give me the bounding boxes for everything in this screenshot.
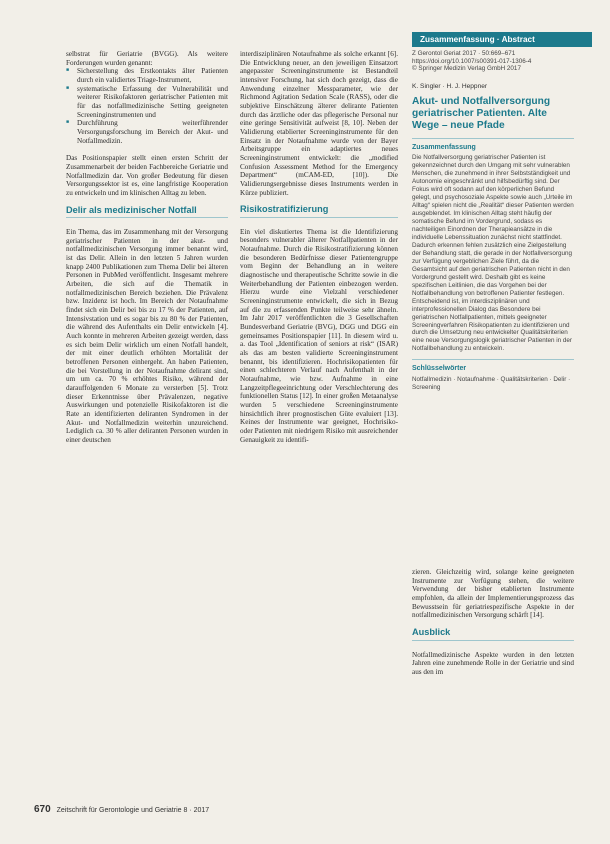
col4-paragraph-2: Notfallmedizinische Aspekte wurden in den letzten Jahren eine zunehmende Rolle in der Geriatrie und sind aus den im bbox=[412, 650, 574, 676]
list-item: ■ systematische Erfassung der Vulnerabilität und weiterer Risikofaktoren geriatrischer Patienten mit für das notfallmedizinische Setting geeigneten Screeninginstrumenten und bbox=[66, 85, 228, 120]
col2-paragraph-1: interdisziplinären Notaufnahme als solche erkannt [6]. Die Entwicklung neuer, an den jeweiligen Einsatzort angepasster Screeninginstrumente ist Bestandteil intensiver Forschung, hat sich doch gezeigt, dass die Anwendung einzelner Messparameter, wie der Richmond Agitation Sedation Scale (RASS), oder die subjektive Einschätzung älterer delirante Patienten durch das ärztliche oder das pflegerische Personal nur eine geringe Sensitivität aufweist [8, 10]. Neben der Validierung etablierter Screeninginstrumente für den Einsatz in der Notaufnahme wurde von der Bayer Arbeitsgruppe ein adaptiertes neues Screeninginstrument entwickelt: die „modified Confusion Assessment Method for the Emergency Department“ (mCAM-ED, [10]). Die Validierungsergebnisse dieses Instruments werden in Kürze publiziert. bbox=[240, 50, 398, 197]
divider bbox=[412, 138, 574, 139]
column-3-lower bbox=[412, 568, 574, 677]
requirements-list bbox=[66, 67, 228, 145]
abstract-box bbox=[412, 50, 574, 392]
list-item: ■ Durchführung weiterführender Versorgungsforschung im Bereich der Akut- und Notfallmedizin. bbox=[66, 119, 228, 145]
column-2 bbox=[240, 50, 398, 444]
list-item: ■ Sicherstellung des Erstkontakts älter Patienten durch ein validiertes Triage-Instrument, bbox=[66, 67, 228, 84]
page-number: 670 bbox=[34, 804, 51, 815]
abstract-banner: Zusammenfassung · Abstract bbox=[412, 32, 592, 47]
section-heading-delir: Delir als medizinischer Notfall bbox=[66, 204, 228, 219]
section-heading-risiko: Risikostratifizierung bbox=[240, 203, 398, 218]
col1-paragraph-3: Ein Thema, das im Zusammenhang mit der Versorgung geriatrischer Patienten in der akut- und notfallmedizinischen Versorgung immer benannt wird, ist das Delir. Allein in den letzten 5 Jahren wurden knapp 2400 Publikationen zum Thema Delir bei älteren Personen in PubMed veröffentlicht. Insgesamt mehrere Arbeiten, die sich auf die Thematik in notfallmedizinischen Bereich beziehen. Die Prävalenz bzw. Inzidenz ist hoch. Im Bereich der Notaufnahme findet sich ein Delir bei bis zu 17 % der Patienten, auf Intensivstation und es sogar bis zu 80 % der Patienten, die während des Aufenthalts ein Delir entwickeln [4]. Auch konnte in mehreren Arbeiten gezeigt werden, dass es sich beim Delir wirklich um einen Notfall handelt, der mit einer deutlich erhöhten Mortalität der betroffenen Personen einhergeht. An haben Patienten, die bei Vorstellung in der Notaufnahme delirant sind, um um ca. 70 % erhöhtes Risiko, während der darauffolgenden 6 Monate zu versterben [5]. Trotz dieser Erkenntnisse über Prävalenzen, negative Auswirkungen und potenzielle Risikofaktoren ist die Rate an identifizierten deliranten Syndromen in der Akut- und Notfallmedizin weiterhin unzureichend. Lediglich ca. 30 % aller deliranten Personen wurden in einer deutschen bbox=[66, 228, 228, 444]
keywords: Notfallmedizin · Notaufnahme · Qualitätskriterien · Delir · Screening bbox=[412, 375, 571, 391]
col1-paragraph-2: Das Positionspapier stellt einen ersten Schritt der Zusammenarbeit der beiden Fachbereiche Geriatrie und Notfallmedizin dar. Von großer Bedeutung für diesen Versorgungssektor ist es, eine langfristige Kooperation zu entwickeln und im klinischen Alltag zu leben. bbox=[66, 154, 228, 197]
summary-heading: Zusammenfassung bbox=[412, 143, 476, 151]
column-1 bbox=[66, 50, 228, 445]
citation-meta: Z Gerontol Geriat 2017 · 50:669–671 https://doi.org/10.1007/s00391-017-1306-4 © Springer Medizin Verlag GmbH 2017 bbox=[412, 50, 532, 73]
authors: K. Singler · H. J. Heppner bbox=[412, 82, 488, 90]
col4-paragraph-1: zieren. Gleichzeitig wird, solange keine geeigneten Instrumente zur Verfügung stehen, die weitere Verwendung der bisher etablierten Instrumente empfohlen, da allein der Implementierungsprozess das Bewusstsein für geriatriespezifische Aspekte in der notfallmedizinischen Versorgung schärft [14]. bbox=[412, 568, 574, 620]
journal-name: Zeitschrift für Gerontologie und Geriatrie 8 · 2017 bbox=[56, 807, 210, 814]
article-title: Akut- und Notfallversorgung geriatrischer Patienten. Alte Wege – neue Pfade bbox=[412, 96, 551, 132]
section-heading-ausblick: Ausblick bbox=[412, 626, 574, 641]
page-footer bbox=[34, 804, 209, 815]
summary-text: Die Notfallversorgung geriatrischer Patienten ist gekennzeichnet durch den Umgang mit sehr vulnerablen Menschen, die zunehmend in ihrer Selbstständigkeit und Autonomie eingeschränkt und hilfsbedürftig sind. Der Fokus wird oft sodann auf den körperlichen Befund gelegt, und psychosoziale Aspekte sowie auch „Urteile im Alltag“ spielen nicht die „Realität“ dieser Patienten werden ausgeblendet. Im klinischen Alltag steht häufig der somatische Befund im Vordergrund, sodass es nachteiligen Einordnen der Therapieansätze in die individuelle Lebenssituation zunächst nicht stattfindet. Dadurch erkennen fehlen zusätzlich eine Zielgestellung der Behandlung statt, die gerade in der Notfallversorgung zur Verfügung vergeblichen Ziele führt, da die Gesamtsicht auf den geriatrischen Patienten nicht in den Vordergrund gestellt wird. Deshalb gibt es keine spezifischen Leitlinien, die das Vorgehen bei der Notfallbehandlung von betroffenen Patienter festlegen. Entscheidend ist, im interdisziplinären und interprofessionellen Dialog das Besondere bei geriatrischen Notfallpatienten, mittels geeigneter Screeningverfahren Risikopatienten zu identifizieren und durch die Umsetzung neu entwickelter Qualitätskriterien eine neue Versorgungslogik geriatrischer Patienten in der Notfallbehandlung zu entwickeln. bbox=[412, 154, 574, 353]
keywords-heading: Schlüsselwörter bbox=[412, 365, 467, 373]
divider bbox=[412, 359, 574, 360]
col1-intro: selbstrat für Geriatrie (BVGG). Als weitere Forderungen wurden genannt: bbox=[66, 50, 228, 67]
col2-paragraph-2: Ein viel diskutiertes Thema ist die Identifizierung besonders vulnerabler älterer Notfallpatienten in der Notaufnahme. Durch die Risikostratifizierung können die besonderen Bedürfnisse dieser Patientengruppe vom Beginn der Behandlung an in weitere diagnostische und therapeutische Schritte sowie in die Weiterbehandlung der Patienten einbezogen werden. Hierzu wurde eine Vielzahl verschiedener Screeninginstrumente entwickelt, die sich in Bezug auf die zu erfassenden Punkte teilweise sehr ähneln. Im Jahr 2017 veröffentlichten die 3 Gesellschaften Bundesverband Geriatrie (BVG), DGG und DGG ein gemeinsames Positionspapier [11]. In diesem wird u. a. das Tool „Identification of seniors at risk“ (ISAR) als das am besten validierte Screeninginstrument benannt, bis identifizieren. Hochrisikopatienten für einen schlechteren Verlauf nach Aufenthalt in der Notaufnahme, wie bzw. Aufnahme in eine Langzeitpflegeeinrichtung oder Verschlechterung des funktionellen Status [12]. In einer großen Metaanalyse wurden 5 verschiedene Screeninginstrumente hinsichtlich ihrer prognostischen Güte evaluiert [13]. Keines der Instrumente war geeignet, Hochrisiko- oder Patienten mit niedrigem Risiko mit ausreichender Genauigkeit zu identifi- bbox=[240, 227, 398, 444]
